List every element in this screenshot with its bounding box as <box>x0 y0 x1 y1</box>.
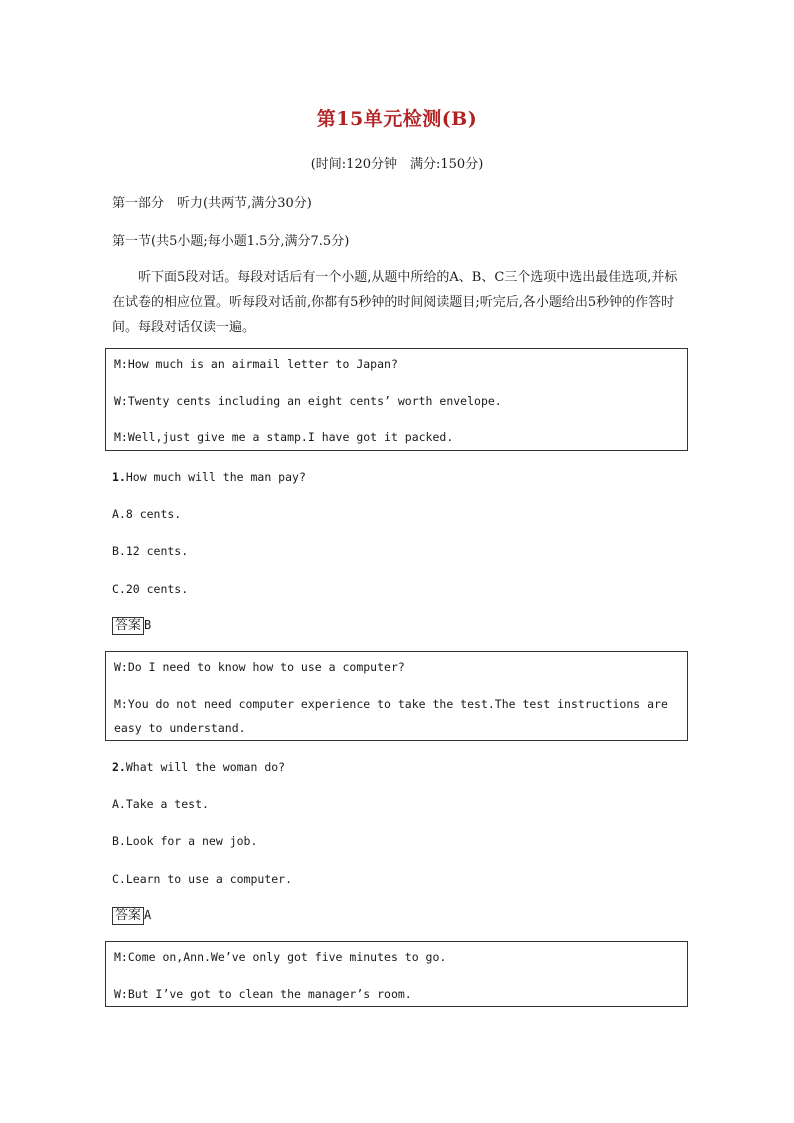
answer-option: A.8 cents. <box>112 507 182 521</box>
question-number: 1. <box>112 470 126 484</box>
listening-instructions: 听下面5段对话。每段对话后有一个小题,从题中所给的A、B、C三个选项中选出最佳选项,并标在试卷的相应位置。听每段对话前,你都有5秒钟的时间阅读题目;听完后,各小题给出5秒钟的作答时间。每段对话仅读一遍。 <box>112 270 678 335</box>
page-title: 第15单元检测(B) <box>316 108 478 130</box>
answer-value: B <box>144 618 152 632</box>
answer-value: A <box>144 908 152 922</box>
dialogue-box <box>105 941 688 1007</box>
answer-key <box>112 907 151 925</box>
answer-label: 答案 <box>112 617 144 635</box>
answer-option: B.Look for a new job. <box>112 834 258 848</box>
section-heading: 第一节(共5小题;每小题1.5分,满分7.5分) <box>112 234 350 249</box>
answer-option: A.Take a test. <box>112 797 209 811</box>
dialogue-line: M:Well,just give me a stamp.I have got it packed. <box>114 430 454 444</box>
answer-option: C.Learn to use a computer. <box>112 872 293 886</box>
question <box>112 470 306 484</box>
answer-option: B.12 cents. <box>112 544 189 558</box>
dialogue-line: M:How much is an airmail letter to Japan? <box>114 357 398 371</box>
answer-key <box>112 617 151 635</box>
question-text: What will the woman do? <box>125 760 286 774</box>
dialogue-line: M:You do not need computer experience to take the test.The test instructions are easy to understand. <box>114 697 668 735</box>
question <box>112 760 285 774</box>
exam-time-info: (时间:120分钟 满分:150分) <box>310 157 484 172</box>
answer-option: C.20 cents. <box>112 582 189 596</box>
dialogue-line: W:Do I need to know how to use a computer? <box>114 660 405 674</box>
part-heading: 第一部分 听力(共两节,满分30分) <box>112 196 312 211</box>
question-text: How much will the man pay? <box>125 470 306 484</box>
question-number: 2. <box>112 760 126 774</box>
dialogue-line: W:But I’ve got to clean the manager’s room. <box>114 987 412 1001</box>
dialogue-line: M:Come on,Ann.We’ve only got five minutes to go. <box>114 950 447 964</box>
dialogue-line: W:Twenty cents including an eight cents’ worth envelope. <box>114 394 502 408</box>
dialogue-box <box>105 651 688 741</box>
dialogue-box <box>105 348 688 451</box>
answer-label: 答案 <box>112 907 144 925</box>
